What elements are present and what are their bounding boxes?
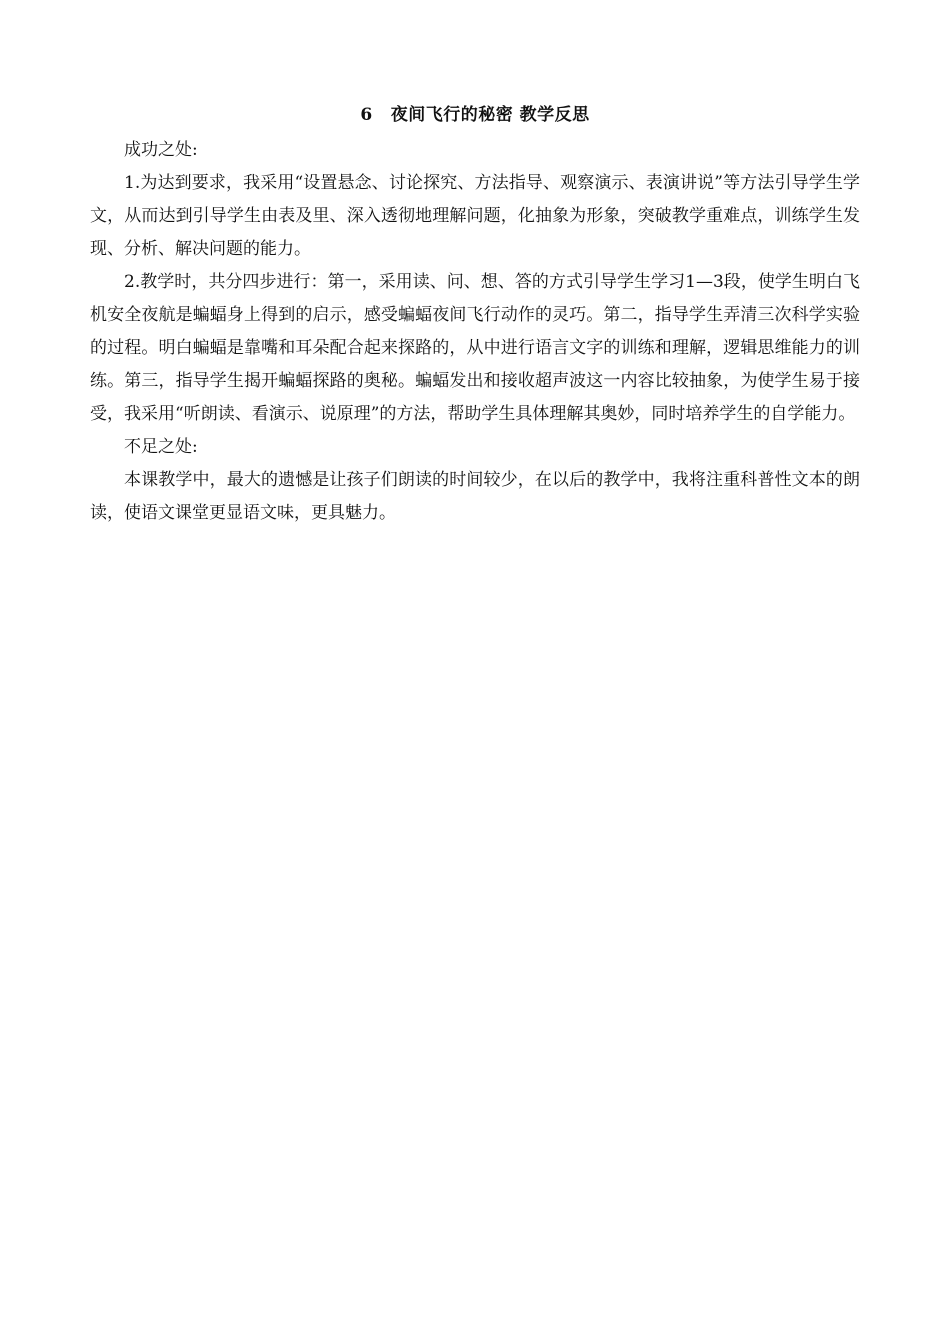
- title-text: 夜间飞行的秘密 教学反思: [390, 105, 590, 125]
- paragraph-point-2: 2.教学时，共分四步进行：第一，采用读、问、想、答的方式引导学生学习1—3段，使学生明白飞机安全夜航是蝙蝠身上得到的启示，感受蝙蝠夜间飞行动作的灵巧。第二，指导学生弄清三次科学实验的过程。明白蝙蝠是靠嘴和耳朵配合起来探路的，从中进行语言文字的训练和理解，逻辑思维能力的训练。第三，指导学生揭开蝙蝠探路的奥秘。蝙蝠发出和接收超声波这一内容比较抽象，为使学生易于接受，我采用“听朗读、看演示、说原理”的方法，帮助学生具体理解其奥妙，同时培养学生的自学能力。: [90, 272, 860, 424]
- paragraph-point-1: 1.为达到要求，我采用“设置悬念、讨论探究、方法指导、观察演示、表演讲说”等方法引导学生学文，从而达到引导学生由表及里、深入透彻地理解问题，化抽象为形象，突破教学重难点，训练学生发现、分析、解决问题的能力。: [90, 173, 860, 259]
- title-number: 6: [360, 105, 373, 125]
- document-body: [90, 134, 860, 530]
- page-title: [0, 101, 950, 129]
- paragraph-shortcomings: 本课教学中，最大的遗憾是让孩子们朗读的时间较少，在以后的教学中，我将注重科普性文本的朗读，使语文课堂更显语文味，更具魅力。: [90, 470, 860, 523]
- section-heading-success: 成功之处:: [124, 140, 198, 160]
- section-heading-shortcomings: 不足之处:: [124, 437, 198, 457]
